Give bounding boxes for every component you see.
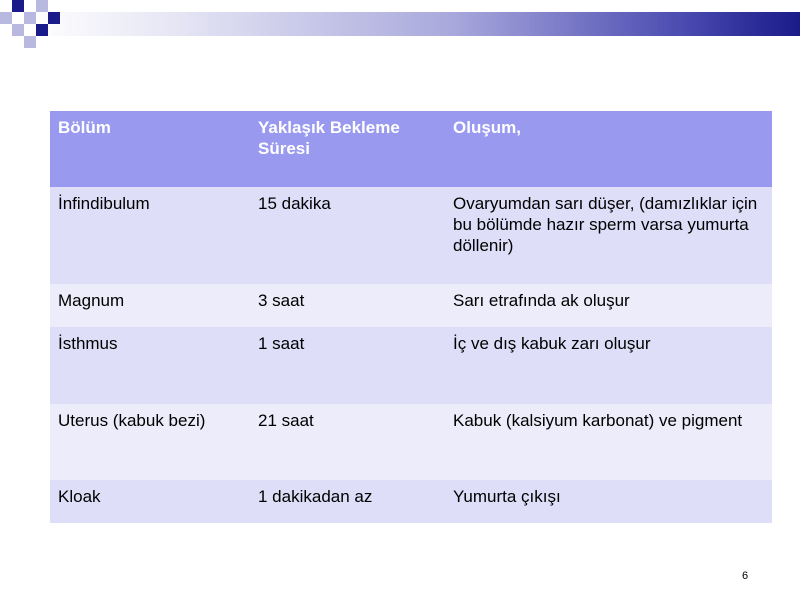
table-cell: Ovaryumdan sarı düşer, (damızlıklar için bu bölümde hazır sperm varsa yumurta döllenir) — [445, 187, 772, 284]
table-cell: Yumurta çıkışı — [445, 480, 772, 523]
table-cell: Magnum — [50, 284, 250, 327]
table-cell: 21 saat — [250, 404, 445, 480]
table-row — [50, 404, 772, 480]
decor-square — [0, 12, 12, 24]
table-header-row — [50, 111, 772, 187]
table-cell: Kabuk (kalsiyum karbonat) ve pigment — [445, 404, 772, 480]
page-number: 6 — [742, 570, 749, 582]
table-cell: 1 dakikadan az — [250, 480, 445, 523]
decor-square — [24, 36, 36, 48]
header-cell: Bölüm — [50, 111, 250, 187]
table-cell: İç ve dış kabuk zarı oluşur — [445, 327, 772, 404]
table-row — [50, 284, 772, 327]
table-cell: Uterus (kabuk bezi) — [50, 404, 250, 480]
table-row — [50, 327, 772, 404]
table-cell: Kloak — [50, 480, 250, 523]
decor-square — [36, 24, 48, 36]
table-row — [50, 187, 772, 284]
table-cell: İnfindibulum — [50, 187, 250, 284]
oviduct-table — [50, 111, 772, 523]
table-cell: Sarı etrafında ak oluşur — [445, 284, 772, 327]
table-cell: 15 dakika — [250, 187, 445, 284]
decor-square — [24, 12, 36, 24]
gradient-bar — [30, 12, 800, 36]
decor-square — [48, 12, 60, 24]
table-cell: 1 saat — [250, 327, 445, 404]
header-cell: Oluşum, — [445, 111, 772, 187]
table-cell: 3 saat — [250, 284, 445, 327]
table-cell: İsthmus — [50, 327, 250, 404]
header-cell: Yaklaşık Bekleme Süresi — [250, 111, 445, 187]
decor-square — [36, 0, 48, 12]
decor-square — [12, 0, 24, 12]
decor-square — [12, 24, 24, 36]
table-row — [50, 480, 772, 523]
